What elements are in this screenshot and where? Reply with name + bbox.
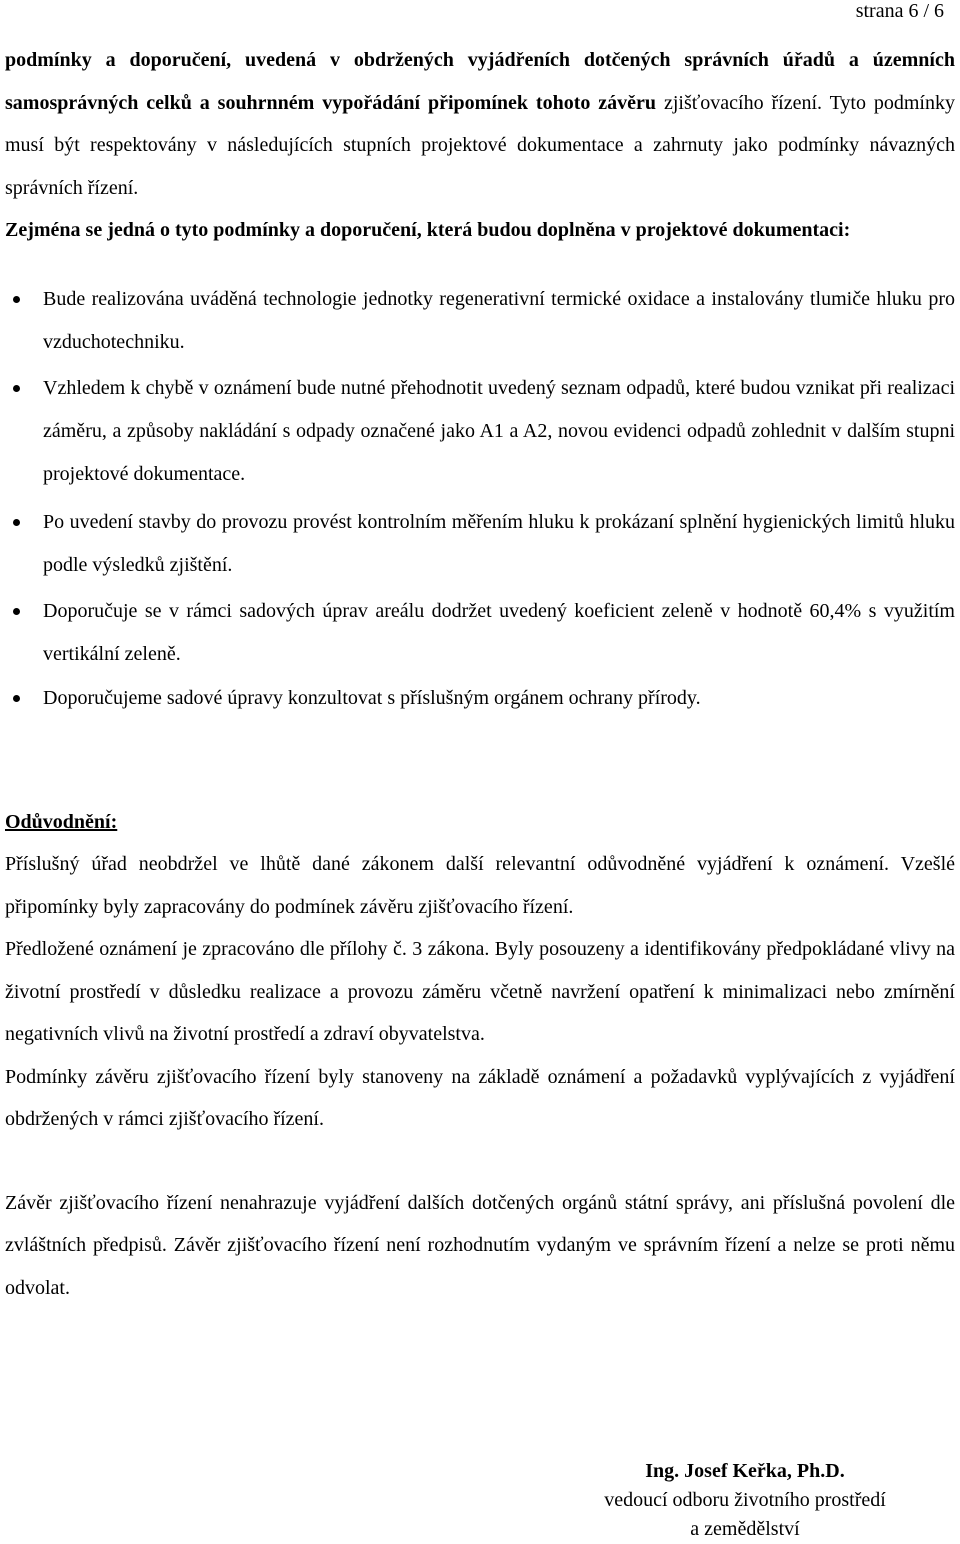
bullet-icon (13, 695, 20, 702)
condition-item: Doporučuje se v rámci sadových úprav areálu dodržet uvedený koeficient zeleně v hodnotě 60,4% s využitím vertikální zeleně. (5, 590, 955, 676)
justification-heading: Odůvodnění: (5, 810, 118, 833)
condition-item: Po uvedení stavby do provozu provést kontrolním měřením hluku k prokázaní splnění hygienických limitů hluku podle výsledků zjištění. (5, 501, 955, 587)
justification-paragraph-2: Předložené oznámení je zpracováno dle přílohy č. 3 zákona. Byly posouzeny a identifikovány předpokládané vlivy na životní prostředí v důsledku realizace a provozu záměru včetně navržení opatření k minimalizaci nebo zmírnění negativních vlivů na životní prostředí a zdraví obyvatelstva. (5, 938, 955, 1045)
bullet-icon (13, 519, 20, 526)
final-paragraph: Závěr zjišťovacího řízení nenahrazuje vyjádření dalších dotčených orgánů státní správy, ani příslušná povolení dle zvláštních předpisů. Závěr zjišťovacího řízení není rozhodnutím vydaným ve správním řízení a nelze se proti němu odvolat. (5, 1191, 955, 1299)
intro-paragraph (5, 39, 955, 209)
emphasis-paragraph: Zejména se jedná o tyto podmínky a doporučení, která budou doplněna v projektové dokumentaci: (5, 219, 851, 241)
bullet-icon (13, 296, 20, 303)
signatory-name: Ing. Josef Keřka, Ph.D. (645, 1460, 845, 1482)
signature-block (545, 1457, 945, 1544)
document-body (5, 0, 955, 1309)
conditions-list (5, 278, 955, 720)
page-number: strana 6 / 6 (855, 0, 944, 22)
justification-paragraph-3: Podmínky závěru zjišťovacího řízení byly stanoveny na základě oznámení a požadavků vyplývajících z vyjádření obdržených v rámci zjišťovacího řízení. (5, 1065, 955, 1130)
bullet-icon (13, 385, 20, 392)
intro-bold-text: podmínky a doporučení, uvedená v obdržených vyjádřeních dotčených správních úřadů a územních samosprávných celků a souhrnném vypořádání připomínek tohoto závěru (5, 49, 955, 114)
condition-item: Doporučujeme sadové úpravy konzultovat s příslušným orgánem ochrany přírody. (5, 677, 955, 720)
signatory-title-line-1: vedoucí odboru životního prostředí (604, 1489, 886, 1511)
signatory-title-line-2: a zemědělství (690, 1518, 800, 1540)
condition-item: Vzhledem k chybě v oznámení bude nutné přehodnotit uvedený seznam odpadů, které budou vznikat při realizaci záměru, a způsoby nakládání s odpady označené jako A1 a A2, novou evidenci odpadů zohlednit v dalším stupni projektové dokumentace. (5, 367, 955, 496)
intro-normal-text: zjišťovacího řízení. Tyto podmínky musí být respektovány v následujících stupních projektové dokumentace a zahrnuty jako podmínky návazných správních řízení. (5, 91, 955, 199)
justification-paragraph-1: Příslušný úřad neobdržel ve lhůtě dané zákonem další relevantní odůvodněné vyjádření k oznámení. Vzešlé připomínky byly zapracovány do podmínek závěru zjišťovacího řízení. (5, 853, 955, 918)
condition-item: Bude realizována uváděná technologie jednotky regenerativní termické oxidace a instalovány tlumiče hluku pro vzduchotechniku. (5, 278, 955, 364)
bullet-icon (13, 608, 20, 615)
